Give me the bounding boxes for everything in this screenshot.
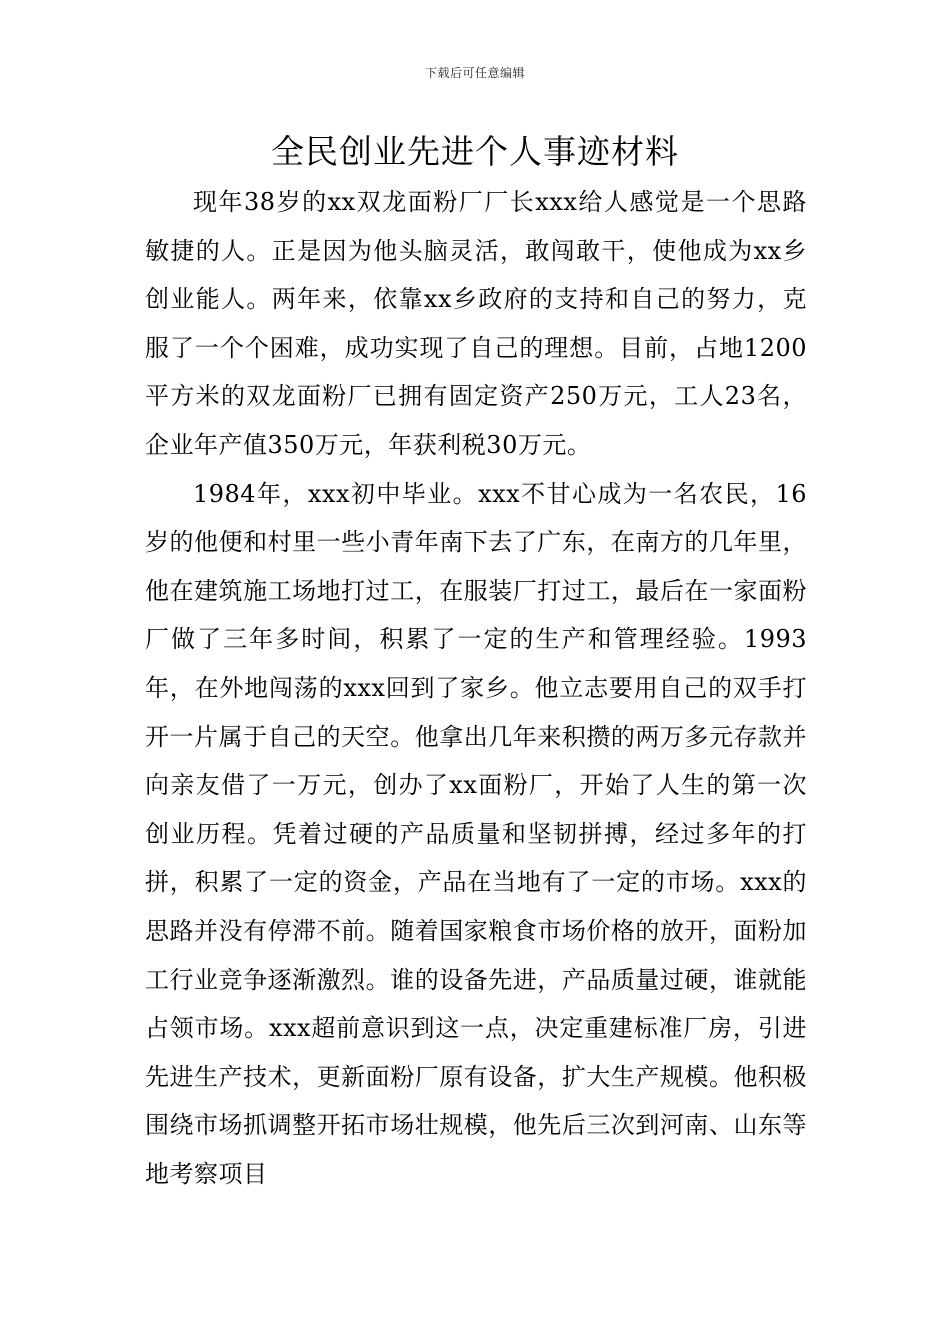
document-body — [145, 178, 807, 1198]
header-note: 下载后可任意编辑 — [424, 66, 525, 80]
document-title: 全民创业先进个人事迹材料 — [271, 132, 679, 171]
paragraph-1: 现年38岁的xx双龙面粉厂厂长xxx给人感觉是一个思路敏捷的人。正是因为他头脑灵活，敢闯敢干，使他成为xx乡创业能人。两年来，依靠xx乡政府的支持和自己的努力，克服了一个个困难，成功实现了自己的理想。目前，占地1200平方米的双龙面粉厂已拥有固定资产250万元，工人23名，企业年产值350万元，年获利税30万元。 — [145, 188, 807, 459]
paragraph-2: 1984年，xxx初中毕业。xxx不甘心成为一名农民，16岁的他便和村里一些小青年南下去了广东，在南方的几年里，他在建筑施工场地打过工，在服装厂打过工，最后在一家面粉厂做了三年多时间，积累了一定的生产和管理经验。1993年，在外地闯荡的xxx回到了家乡。他立志要用自己的双手打开一片属于自己的天空。他拿出几年来积攒的两万多元存款并向亲友借了一万元，创办了xx面粉厂，开始了人生的第一次创业历程。凭着过硬的产品质量和坚韧拼搏，经过多年的打拼，积累了一定的资金，产品在当地有了一定的市场。xxx的思路并没有停滞不前。随着国家粮食市场价格的放开，面粉加工行业竞争逐渐激烈。谁的设备先进，产品质量过硬，谁就能占领市场。xxx超前意识到这一点，决定重建标准厂房，引进先进生产技术，更新面粉厂原有设备，扩大生产规模。他积极围绕市场抓调整开拓市场壮规模，他先后三次到河南、山东等地考察项目 — [145, 479, 807, 1188]
